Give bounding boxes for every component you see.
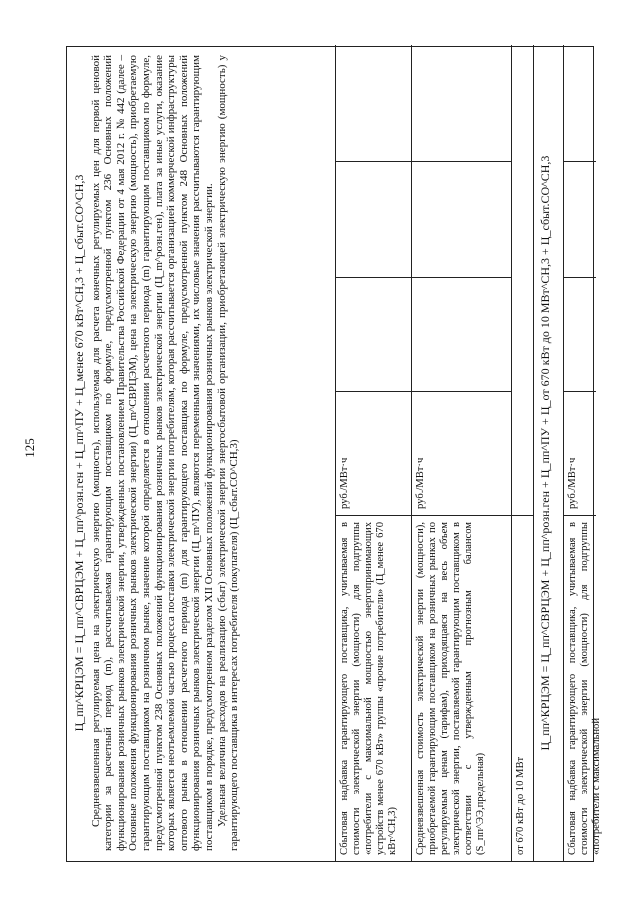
table-row [411, 45, 512, 861]
page-number: 125 [22, 438, 37, 458]
row2-value-3 [412, 45, 512, 161]
row3-description: Сбытовая надбавка гарантирующего поставщика, учитываемая в стоимости электрической энергии (мощности) для подгруппы «потребители с максимальной [564, 515, 596, 861]
row3-value-1 [564, 277, 596, 391]
table-row [511, 45, 534, 861]
table-row [563, 45, 602, 861]
row3-value-2 [564, 161, 596, 277]
rotated-page [66, 46, 602, 862]
row3-unit: руб./МВт·ч [564, 391, 596, 515]
text-block [71, 55, 241, 851]
row2-description: Средневзвешенная стоимость электрической энергии (мощности), приобретаемой гарантирующим поставщиком на розничных рынках по регулируемым ценам (тарифам), приходящаяся на весь объем электрической энергии, поставляемой гарантирующим поставщиком в соответствии с утвержденным прогнозным балансом (S_пп^ЭЭ,предельная) [412, 515, 512, 861]
formula-section: Ц_пп^КРЦЭМ = Ц_пп^СВРЦЭМ + Ц_пп^розн.ген + Ц_пп^ПУ + Ц_от 670 кВт до 10 МВт^СН,3 + Ц_сбыт.СО^СН,3 [538, 155, 552, 751]
row1-value-2 [336, 161, 412, 277]
table-row [533, 45, 564, 861]
table-row [335, 45, 412, 861]
row2-value-1 [412, 277, 512, 391]
row1-value-1 [336, 277, 412, 391]
tariff-table [335, 45, 602, 861]
row1-value-3 [336, 45, 412, 161]
document-frame [66, 46, 602, 862]
paragraph-2: Удельная величина расходов на реализацию (сбыт) электрической энергии энергосбытовой организации, приобретающей электрическую энергию (мощность) у гарантирующего поставщика в интересах потребителя (покупателя) (Ц_сбыт.СО^СН,3) [215, 55, 241, 851]
row1-unit: руб./МВт·ч [336, 391, 412, 515]
row3-value-3 [564, 45, 596, 161]
paragraph-1: Средневзвешенная регулируемая цена на электрическую энергию (мощность), используемая для расчета конечных регулируемых цен для первой ценовой категории за расчетный период (m), рассчитываемая гарантирующим поставщиком по формуле, предусмотренной пунктом 236 Основных положений функционирования розничных рынков электрической энергии, утвержденных постановлением Правительства Российской Федерации от 4 мая 2012 г. № 442 (далее – Основные положения функционирования розничных рынков электрической энергии) (Ц_m^СВРЦЭМ), цена на электрическую энергию (мощность), приобретаемую гарантирующим поставщиком на розничном рынке, значение которой определяется в отношении расчетного периода (m) гарантирующим поставщиком по формуле, предусмотренной пунктом 238 Основных положений функционирования розничных рынков электрической энергии (Ц_m^розн.ген), плата за иные услуги, оказание которых является неотъемлемой частью процесса поставки электрической энергии потребителям, которая рассчитывается организацией коммерческой инфраструктуры оптового рынка в отношении расчетного периода (m) для гарантирующего поставщика по формуле, предусмотренной пунктом 248 Основных положений функционирования розничных рынков электрической энергии (Ц_m^ПУ), являются переменными значениями, их числовые значения рассчитываются гарантирующим поставщиком в порядке, предусмотренном разделом XII Основных положений функционирования розничных рынков электрической энергии. [89, 55, 215, 851]
row1-description: Сбытовая надбавка гарантирующего поставщика, учитываемая в стоимости электрической энергии (мощности) для подгруппы «потребители с максимальной мощностью энергопринимающих устройств менее 670 кВт» группы «прочие потребители» (Ц_менее 670 кВт^СН,3) [336, 515, 412, 861]
row2-value-2 [412, 161, 512, 277]
formula-top: Ц_пп^КРЦЭМ = Ц_пп^СВРЦЭМ + Ц_пп^розн.ген + Ц_пп^ПУ + Ц_менее 670 кВт^СН,3 + Ц_сбыт.СО^СН,3 [72, 174, 86, 732]
row2-unit: руб./МВт·ч [412, 391, 512, 515]
section-label: от 670 кВт до 10 МВт [512, 515, 534, 861]
content-border [66, 46, 602, 862]
